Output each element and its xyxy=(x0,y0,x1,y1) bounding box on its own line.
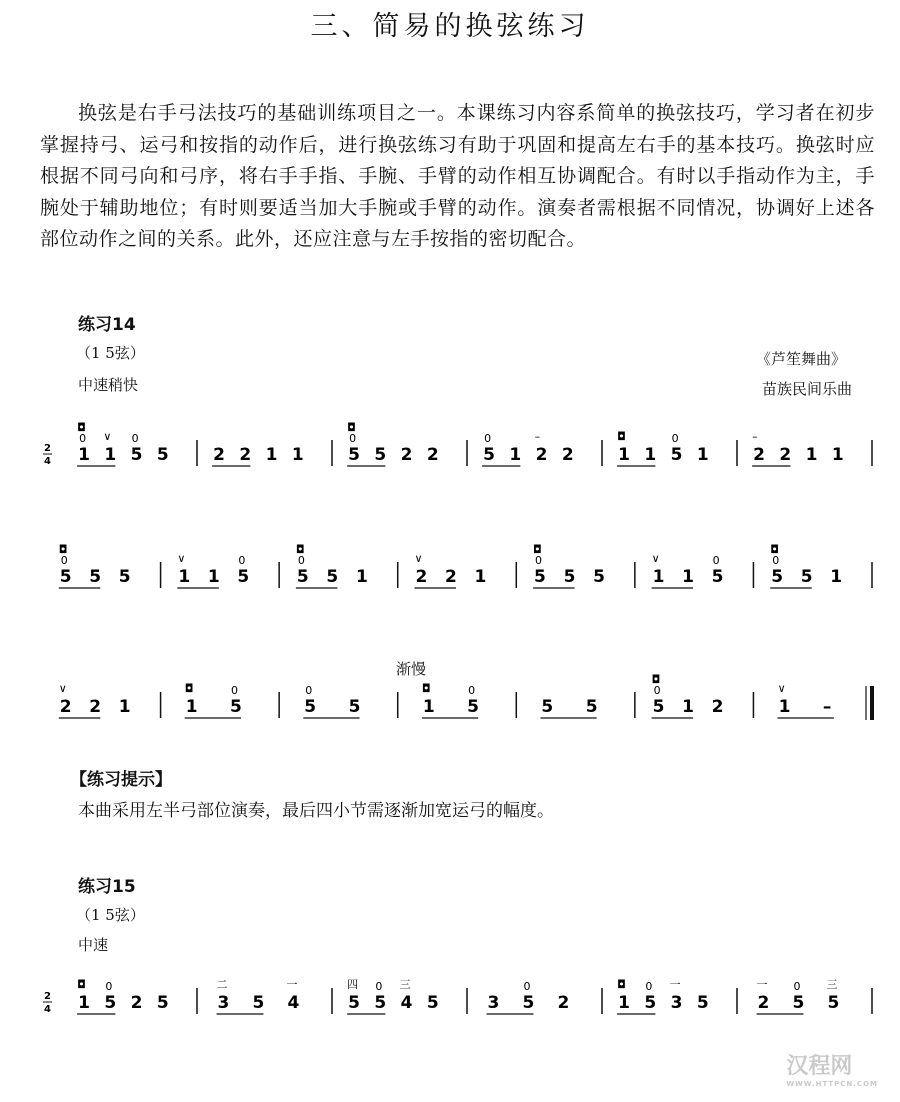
note: 5 xyxy=(374,993,387,1013)
note: 2 xyxy=(415,567,428,587)
note: 5 xyxy=(827,993,840,1013)
bowing-mark: 一 xyxy=(756,978,768,991)
bowing-mark: ∨ xyxy=(177,552,186,565)
bowing-mark: 一 xyxy=(286,978,298,991)
note: 1 xyxy=(696,445,709,465)
exercise-14-tempo: 中速稍快 xyxy=(78,376,139,394)
note: 1 xyxy=(682,697,694,717)
note: 2 xyxy=(535,445,548,465)
note: 1 xyxy=(265,445,278,465)
bowing-mark: ◘ xyxy=(617,978,626,991)
tips-text: 本曲采用左半弓部位演奏，最后四小节需逐渐加宽运弓的幅度。 xyxy=(78,801,554,821)
fingering-mark: 0 xyxy=(131,432,139,445)
fingering-mark: 0 xyxy=(468,684,476,697)
note: 2 xyxy=(426,445,439,465)
note: 1 xyxy=(185,697,198,717)
note: 5 xyxy=(252,993,265,1013)
bowing-mark: ◘ xyxy=(77,421,86,434)
note: 5 xyxy=(467,697,479,717)
note: 1 xyxy=(118,697,131,717)
note: 2 xyxy=(445,567,457,587)
note: 5 xyxy=(670,445,683,465)
time-sig-bottom: 4 xyxy=(44,1004,51,1015)
fingering-mark: 0 xyxy=(645,980,653,993)
bowing-mark: ◘ xyxy=(533,543,542,556)
piece-title: 《芦笙舞曲》 xyxy=(756,350,847,368)
note: 1 xyxy=(618,445,630,465)
note: 5 xyxy=(156,445,169,465)
note: 1 xyxy=(78,445,90,465)
time-sig-top: 2 xyxy=(44,991,51,1002)
bowing-mark: 四 xyxy=(347,978,359,991)
note: 2 xyxy=(213,445,225,465)
note: 1 xyxy=(422,697,435,717)
note: 5 xyxy=(541,697,554,717)
note: 1 xyxy=(644,445,657,465)
note: 2 xyxy=(557,993,570,1013)
bowing-mark: ∨ xyxy=(651,552,660,565)
fingering-mark: 0 xyxy=(712,554,720,567)
fingering-mark: 0 xyxy=(305,684,313,697)
note: 3 xyxy=(217,993,230,1013)
note: 3 xyxy=(670,993,683,1013)
note: 5 xyxy=(304,697,317,717)
note: 5 xyxy=(585,697,598,717)
note: 5 xyxy=(118,567,131,587)
note: 5 xyxy=(800,567,813,587)
note: 5 xyxy=(374,445,387,465)
fingering-mark: 0 xyxy=(60,554,68,567)
ritardando-mark: 渐慢 xyxy=(396,660,427,678)
bowing-mark: ◘ xyxy=(184,682,194,695)
note: 5 xyxy=(652,697,665,717)
note: 4 xyxy=(400,993,413,1013)
intro-paragraph: 换弦是右手弓法技巧的基础训练项目之一。本课练习内容系简单的换弦技巧，学习者在初步掌握持弓、运弓和按指的动作后，进行换弦练习有助于巩固和提高左右手的基本技巧。换弦时应根据不同弓向和弓序，将右手手指、手腕、手臂的动作相互协调配合。有时以手指动作为主，手腕处于辅助地位；有时则要适当加大手腕或手臂的动作。演奏者需根据不同情况，协调好上述各部位动作之间的关系。此外，还应注意与左手按指的密切配合。 xyxy=(40,102,875,250)
bowing-mark: – xyxy=(752,430,758,443)
fingering-mark: 0 xyxy=(671,432,679,445)
exercise-15-tempo: 中速 xyxy=(78,936,109,954)
note: 1 xyxy=(178,567,191,587)
note: 1 xyxy=(104,445,117,465)
bowing-mark: ◘ xyxy=(770,543,779,556)
note: 2 xyxy=(239,445,252,465)
fingering-mark: 0 xyxy=(535,554,543,567)
note: 1 xyxy=(618,993,630,1013)
note: 1 xyxy=(682,567,694,587)
bowing-mark: ◘ xyxy=(58,543,68,556)
bowing-mark: ◘ xyxy=(295,543,305,556)
exercise-14-label: 练习14 xyxy=(78,315,136,335)
note: 2 xyxy=(779,445,792,465)
bowing-mark: ∨ xyxy=(58,682,67,695)
note: 5 xyxy=(326,567,339,587)
note: 5 xyxy=(792,993,805,1013)
note: 5 xyxy=(644,993,657,1013)
fingering-mark: 0 xyxy=(79,432,87,445)
score-line-2 xyxy=(0,540,900,600)
fingering-mark: 0 xyxy=(653,684,661,697)
note: 5 xyxy=(230,697,242,717)
note: 5 xyxy=(534,567,546,587)
note: 1 xyxy=(805,445,818,465)
note: 1 xyxy=(509,445,522,465)
note: 5 xyxy=(296,567,309,587)
watermark xyxy=(786,1049,878,1088)
bowing-mark: ◘ xyxy=(421,682,431,695)
note: 1 xyxy=(652,567,665,587)
note: 1 xyxy=(474,567,487,587)
fingering-mark: 0 xyxy=(349,432,357,445)
bowing-mark: – xyxy=(534,430,541,443)
bowing-mark: ◘ xyxy=(77,978,86,991)
tips-heading: 【练习提示】 xyxy=(70,770,172,790)
note: 2 xyxy=(561,445,574,465)
note: 1 xyxy=(207,567,220,587)
note: 2 xyxy=(753,445,765,465)
score-line-1 xyxy=(0,418,900,478)
fingering-mark: 0 xyxy=(238,554,246,567)
fingering-mark: 0 xyxy=(375,980,383,993)
note: 5 xyxy=(483,445,495,465)
note: 5 xyxy=(696,993,709,1013)
note: 5 xyxy=(156,993,169,1013)
note: 5 xyxy=(563,567,576,587)
bowing-mark: 一 xyxy=(669,978,681,991)
note: 3 xyxy=(487,993,500,1013)
note: 4 xyxy=(287,993,300,1013)
note: 1 xyxy=(78,993,90,1013)
note: 5 xyxy=(426,993,439,1013)
note: 2 xyxy=(400,445,413,465)
bowing-mark: ∨ xyxy=(414,552,423,565)
bowing-mark: ∨ xyxy=(777,682,786,695)
note: 5 xyxy=(348,697,361,717)
fingering-mark: 0 xyxy=(523,980,531,993)
note: 5 xyxy=(104,993,117,1013)
fingering-mark: 0 xyxy=(297,554,305,567)
note: 5 xyxy=(522,993,535,1013)
fingering-mark: 0 xyxy=(793,980,801,993)
note: 5 xyxy=(89,567,102,587)
exercise-15-strings: （1 5弦） xyxy=(76,906,145,924)
note: 5 xyxy=(237,567,250,587)
note: 5 xyxy=(130,445,143,465)
bowing-mark: 二 xyxy=(216,978,228,991)
note: 1 xyxy=(830,567,843,587)
page-title: 三、简易的换弦练习 xyxy=(310,11,590,42)
watermark-url: WWW.HTTPCN.COM xyxy=(786,1080,878,1088)
note: 2 xyxy=(130,993,143,1013)
piece-source: 苗族民间乐曲 xyxy=(762,380,853,398)
note: 1 xyxy=(778,697,791,717)
note: 5 xyxy=(348,993,360,1013)
note: 1 xyxy=(831,445,844,465)
exercise-15-label: 练习15 xyxy=(78,877,136,897)
bowing-mark: 三 xyxy=(399,978,411,991)
watermark-text: 汉程网 xyxy=(786,1054,853,1079)
note: 2 xyxy=(711,697,724,717)
note: 5 xyxy=(771,567,784,587)
score-line-3 xyxy=(0,670,900,730)
note: 5 xyxy=(711,567,724,587)
time-sig-bottom: 4 xyxy=(44,456,51,467)
note: 5 xyxy=(348,445,360,465)
fingering-mark: 0 xyxy=(105,980,113,993)
note: 5 xyxy=(59,567,72,587)
fingering-mark: 0 xyxy=(484,432,492,445)
note: 2 xyxy=(59,697,72,717)
exercise-14-strings: （1 5弦） xyxy=(76,344,145,362)
note: 5 xyxy=(593,567,605,587)
bowing-mark: ∨ xyxy=(103,430,112,443)
bowing-mark: ◘ xyxy=(617,430,626,443)
fingering-mark: 0 xyxy=(231,684,238,697)
note: 1 xyxy=(291,445,304,465)
note: 2 xyxy=(757,993,770,1013)
note: 1 xyxy=(355,567,368,587)
bowing-mark: 三 xyxy=(826,978,838,991)
note: 2 xyxy=(89,697,102,717)
note: – xyxy=(822,697,832,717)
score-line-4 xyxy=(0,966,900,1026)
time-sig-top: 2 xyxy=(44,443,51,454)
fingering-mark: 0 xyxy=(772,554,780,567)
bowing-mark: ◘ xyxy=(347,421,356,434)
bowing-mark: ◘ xyxy=(651,673,661,686)
